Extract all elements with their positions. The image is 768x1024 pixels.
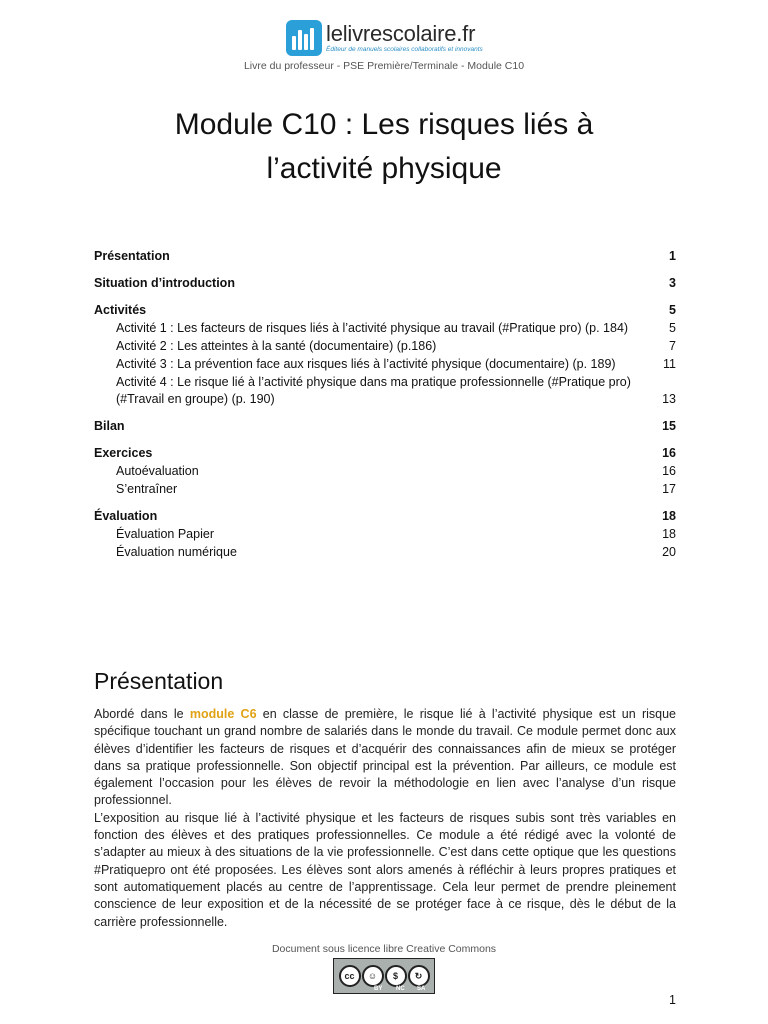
presentation-paragraph-2: L’exposition au risque lié à l’activité physique et les facteurs de risques subis sont très variables en fonction des élèves et des pratiques professionnelles. Ce module a été rédigé avec la volonté de s’adapter au mieux à des situations de la vie professionnelle. C’est dans cette optique que les questions #Pratiquepro ont été proposées. Les élèves sont alors amenés à réfléchir à leurs propres pratiques et sont automatiquement placés au centre de l’apprentissage. Cela leur permet de prendre pleinement conscience de leur exposition et de la nécessité de se protéger face à ce risque, dès le début de la carrière professionnelle. xyxy=(94,810,676,929)
toc-subentry[interactable] xyxy=(94,526,676,543)
toc-subentry-label: Activité 2 : Les atteintes à la santé (documentaire) (p.186) xyxy=(116,339,437,353)
document-subheader: Livre du professeur - PSE Première/Terminale - Module C10 xyxy=(243,60,525,72)
document-title xyxy=(0,103,768,191)
toc-subentry-page: 20 xyxy=(662,545,676,559)
publisher-logo xyxy=(286,20,483,56)
page-number: 1 xyxy=(669,993,676,1007)
toc-entry-page: 5 xyxy=(669,303,676,317)
toc-subentry-label: Évaluation numérique xyxy=(116,545,237,559)
toc-subentry-label: Activité 4 : Le risque lié à l’activité physique dans ma pratique professionnelle (#Pratique pro) (#Travail en groupe) (p. 190) xyxy=(116,375,631,406)
cc-icon: cc xyxy=(339,965,361,987)
cc-label-by: BY xyxy=(374,986,383,992)
toc-entry-label: Exercices xyxy=(94,446,153,460)
module-c6-link[interactable]: module C6 xyxy=(189,707,257,721)
cc-label-nc: NC xyxy=(396,986,405,992)
toc-entry-page: 1 xyxy=(669,249,676,263)
presentation-paragraph-1 xyxy=(94,706,676,810)
toc-entry-page: 16 xyxy=(662,446,676,460)
toc-entry[interactable] xyxy=(94,275,676,292)
sharealike-icon: ↻ xyxy=(408,965,430,987)
toc-subentry[interactable] xyxy=(94,338,676,355)
attribution-person-icon: ☺ xyxy=(362,965,384,987)
toc-subentry[interactable] xyxy=(94,463,676,480)
section-heading-presentation: Présentation xyxy=(94,668,224,694)
toc-subentry-label: Activité 3 : La prévention face aux risques liés à l’activité physique (documentaire) (p. 189) xyxy=(116,357,616,371)
toc-subentry-page: 13 xyxy=(662,392,676,406)
toc-entry-label: Bilan xyxy=(94,419,125,433)
toc-entry-label: Situation d’introduction xyxy=(94,276,235,290)
paragraph-text: en classe de première, le risque lié à l’activité physique est un risque spécifique touchant un grand nombre de salariés dans le monde du travail. Ce module permet donc aux élèves d’identifier les facteurs de risques et d’acquérir des connaissances afin de mieux se protéger dans sa pratique professionnelle. Son objectif principal est la prévention. Par ailleurs, ce module est également l’occasion pour les élèves de revoir la méthodologie en lien avec l’analyse d’un risque professionnel. xyxy=(94,707,676,808)
toc-entry[interactable] xyxy=(94,508,676,525)
title-line-2: l’activité physique xyxy=(266,152,502,185)
toc-subentry[interactable] xyxy=(94,356,676,373)
toc-entry[interactable] xyxy=(94,445,676,462)
books-logo-icon xyxy=(286,20,322,56)
toc-entry-page: 3 xyxy=(669,276,676,290)
toc-entry[interactable] xyxy=(94,248,676,265)
toc-subentry-page: 17 xyxy=(662,482,676,496)
license-note: Document sous licence libre Creative Commons xyxy=(271,943,497,955)
creative-commons-badge xyxy=(333,958,435,994)
presentation-body xyxy=(94,706,676,931)
toc-subentry-label: Évaluation Papier xyxy=(116,527,214,541)
toc-subentry[interactable] xyxy=(94,374,676,408)
toc-subentry-page: 5 xyxy=(669,321,676,335)
toc-entry-label: Présentation xyxy=(94,249,170,263)
toc-entry-page: 15 xyxy=(662,419,676,433)
toc-entry-label: Évaluation xyxy=(94,509,158,523)
logo-tagline: Éditeur de manuels scolaires collaboratifs et innovants xyxy=(326,45,483,53)
toc-subentry[interactable] xyxy=(94,481,676,498)
toc-subentry-label: Activité 1 : Les facteurs de risques liés à l’activité physique au travail (#Pratique pro) (p. 184) xyxy=(116,321,629,335)
title-line-1: Module C10 : Les risques liés à xyxy=(174,108,594,141)
toc-entry-label: Activités xyxy=(94,303,147,317)
toc-subentry-label: S’entraîner xyxy=(116,482,178,496)
toc-entry-page: 18 xyxy=(662,509,676,523)
toc-subentry-page: 18 xyxy=(662,527,676,541)
toc-entry[interactable] xyxy=(94,418,676,435)
toc-subentry[interactable] xyxy=(94,320,676,337)
paragraph-text: Abordé dans le xyxy=(94,707,190,721)
toc-entry[interactable] xyxy=(94,302,676,319)
toc-subentry-page: 16 xyxy=(662,464,676,478)
toc-subentry-page: 7 xyxy=(669,339,676,353)
logo-text: lelivrescolaire.fr xyxy=(326,20,476,46)
toc-subentry-page: 11 xyxy=(663,357,676,371)
cc-label-sa: SA xyxy=(417,986,426,992)
toc-subentry[interactable] xyxy=(94,544,676,561)
toc-subentry-label: Autoévaluation xyxy=(116,464,199,478)
table-of-contents xyxy=(94,248,676,561)
noncommercial-icon: $ xyxy=(385,965,407,987)
